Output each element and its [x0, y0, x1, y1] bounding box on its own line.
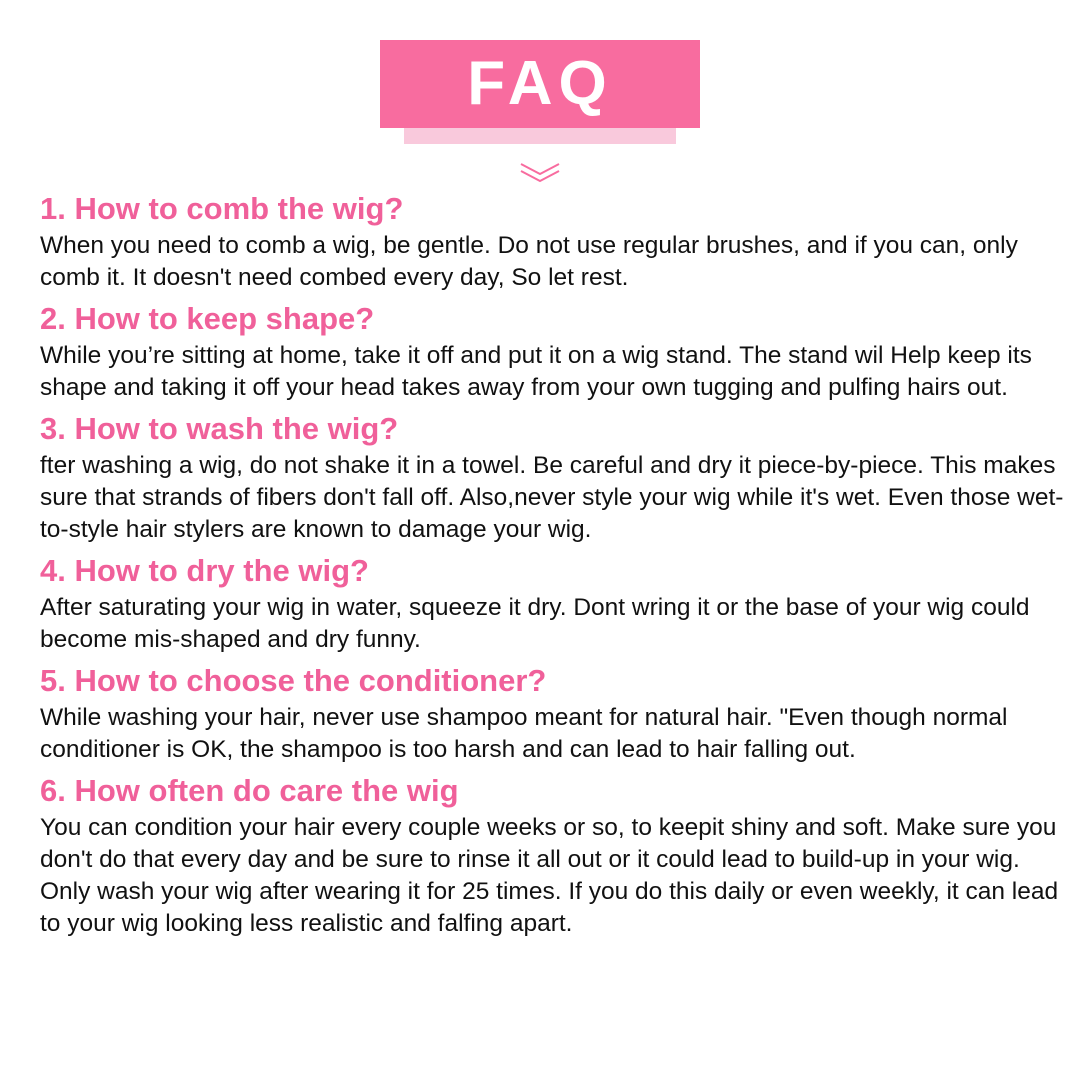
faq-answer: fter washing a wig, do not shake it in a towel. Be careful and dry it piece-by-piece. This makes sure that strands of fibers don't fall off. Also,never style your wig while it's wet. Even those wet-to-style hair stylers are known to damage your wig. [40, 452, 1064, 543]
faq-item [40, 410, 1070, 546]
faq-answer: After saturating your wig in water, squeeze it dry. Dont wring it or the base of your wig could become mis-shaped and dry funny. [40, 594, 1030, 653]
page-title: FAQ [467, 49, 613, 118]
faq-answer: While washing your hair, never use shampoo meant for natural hair. "Even though normal conditioner is OK, the shampoo is too harsh and can lead to hair falling out. [40, 704, 1008, 763]
faq-list [40, 186, 1070, 946]
faq-question: 3. How to wash the wig? [40, 411, 399, 446]
chevron-down-icon [519, 160, 561, 184]
faq-answer: You can condition your hair every couple weeks or so, to keepit shiny and soft. Make sure you don't do that every day and be sure to rinse it all out or it could lead to build-up in your wig. Only wash your wig after wearing it for 25 times. If you do this daily or even weekly, it can lead to your wig looking less realistic and falfing apart. [40, 814, 1059, 937]
faq-item [40, 552, 1070, 656]
faq-item [40, 772, 1070, 940]
faq-question: 4. How to dry the wig? [40, 553, 369, 588]
faq-item [40, 662, 1070, 766]
faq-question: 6. How often do care the wig [40, 773, 459, 808]
faq-header [380, 40, 700, 128]
faq-question: 5. How to choose the conditioner? [40, 663, 547, 698]
faq-item [40, 300, 1070, 404]
faq-item [40, 190, 1070, 294]
faq-answer: While you’re sitting at home, take it off and put it on a wig stand. The stand wil Help keep its shape and taking it off your head takes away from your own tugging and pulfing hairs out. [40, 342, 1032, 401]
faq-question: 2. How to keep shape? [40, 301, 375, 336]
faq-answer: When you need to comb a wig, be gentle. Do not use regular brushes, and if you can, only comb it. It doesn't need combed every day, So let rest. [40, 232, 1018, 291]
faq-question: 1. How to comb the wig? [40, 191, 404, 226]
